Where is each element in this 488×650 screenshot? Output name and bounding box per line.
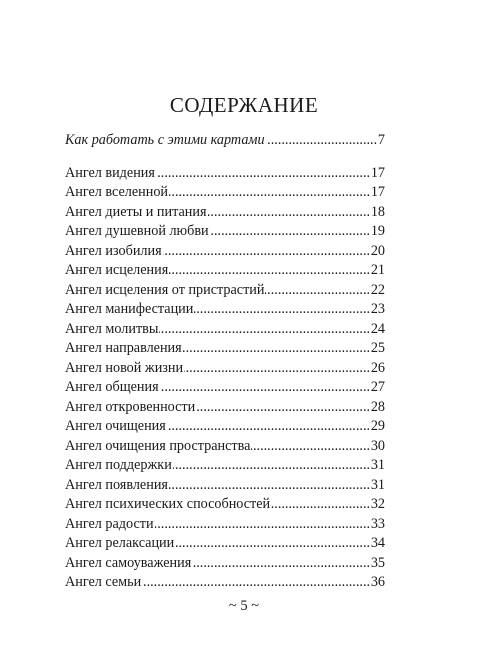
toc-entry-label: Ангел изобилия xyxy=(65,242,162,259)
toc-entry-page: 27 xyxy=(370,379,385,395)
toc-entry-label: Ангел вселенной xyxy=(65,184,169,200)
toc-entry-label: Ангел радости xyxy=(65,515,154,532)
toc-entry-page: 17 xyxy=(370,184,385,200)
toc-entry-label: Ангел поддержки xyxy=(65,457,172,473)
toc-entry xyxy=(65,281,385,299)
toc-entry xyxy=(65,495,385,513)
toc-entry-label: Ангел диеты и питания xyxy=(65,203,207,220)
toc-entry xyxy=(65,437,385,455)
toc-entry-page: 18 xyxy=(370,203,385,220)
page-title: СОДЕРЖАНИЕ xyxy=(169,93,319,117)
toc-entry xyxy=(65,339,385,357)
toc-entry xyxy=(65,164,385,182)
toc-entry-page: 7 xyxy=(377,132,385,148)
toc-entry xyxy=(65,456,385,474)
toc-entry-page: 36 xyxy=(370,574,385,590)
toc-entry-label: Как работать с этими картами xyxy=(65,132,265,148)
toc-entry xyxy=(65,222,385,240)
toc-entry-label: Ангел исцеления xyxy=(65,262,169,278)
toc-entry-page: 28 xyxy=(370,398,385,415)
page-number: ~ 5 ~ xyxy=(228,598,260,614)
toc-entry-page: 17 xyxy=(370,165,385,181)
toc-entry xyxy=(65,261,385,279)
toc-entry xyxy=(65,203,385,221)
toc-entry-page: 20 xyxy=(370,242,385,259)
toc-entry-label: Ангел очищения пространства xyxy=(65,437,251,454)
toc-entry-page: 32 xyxy=(370,496,385,512)
toc-entry-label: Ангел манифестации xyxy=(65,301,194,317)
toc-entry-label: Ангел молитвы xyxy=(65,320,159,337)
toc-entry xyxy=(65,242,385,260)
toc-entry xyxy=(65,534,385,552)
toc-entry xyxy=(65,398,385,416)
toc-entry-page: 34 xyxy=(370,535,385,551)
toc-entry xyxy=(65,476,385,494)
toc-entry-label: Ангел самоуважения xyxy=(65,554,192,571)
toc-entry-label: Ангел откровенности xyxy=(65,398,196,415)
toc-entry-page: 31 xyxy=(370,476,385,493)
toc-entry xyxy=(65,183,385,201)
toc-entry-page: 19 xyxy=(370,223,385,239)
toc-entry-label: Ангел направления xyxy=(65,340,182,356)
toc-entry-label: Ангел видения xyxy=(65,165,155,181)
toc-entry-label: Ангел новой жизни xyxy=(65,359,184,376)
toc-entry xyxy=(65,573,385,591)
toc-entry-label: Ангел релаксации xyxy=(65,535,175,551)
toc-entry xyxy=(65,378,385,396)
toc-entry-label: Ангел семьи xyxy=(65,574,142,590)
toc-entry xyxy=(65,300,385,318)
toc-entry-page: 23 xyxy=(370,301,385,317)
toc-entry-label: Ангел душевной любви xyxy=(65,223,209,239)
toc-entry-page: 21 xyxy=(370,262,385,278)
toc-entry-intro xyxy=(65,131,385,149)
toc-entry-page: 25 xyxy=(370,340,385,356)
toc-entry xyxy=(65,320,385,338)
toc-entry-page: 22 xyxy=(370,281,385,298)
toc-entry xyxy=(65,515,385,533)
toc-entry-page: 29 xyxy=(370,418,385,434)
toc-entry xyxy=(65,417,385,435)
toc-entry-page: 33 xyxy=(370,515,385,532)
toc-entry-page: 35 xyxy=(370,554,385,571)
toc-entry xyxy=(65,359,385,377)
toc-entry-label: Ангел исцеления от пристрастий xyxy=(65,281,265,298)
toc-entry-label: Ангел общения xyxy=(65,379,159,395)
toc-entry xyxy=(65,554,385,572)
toc-entry-label: Ангел очищения xyxy=(65,418,166,434)
toc-entry-page: 24 xyxy=(370,320,385,337)
toc-entry-label: Ангел психических способностей xyxy=(65,496,271,512)
toc-entry-page: 26 xyxy=(370,359,385,376)
toc-entry-page: 30 xyxy=(370,437,385,454)
toc-entry-page: 31 xyxy=(370,457,385,473)
toc-entry-label: Ангел появления xyxy=(65,476,168,493)
